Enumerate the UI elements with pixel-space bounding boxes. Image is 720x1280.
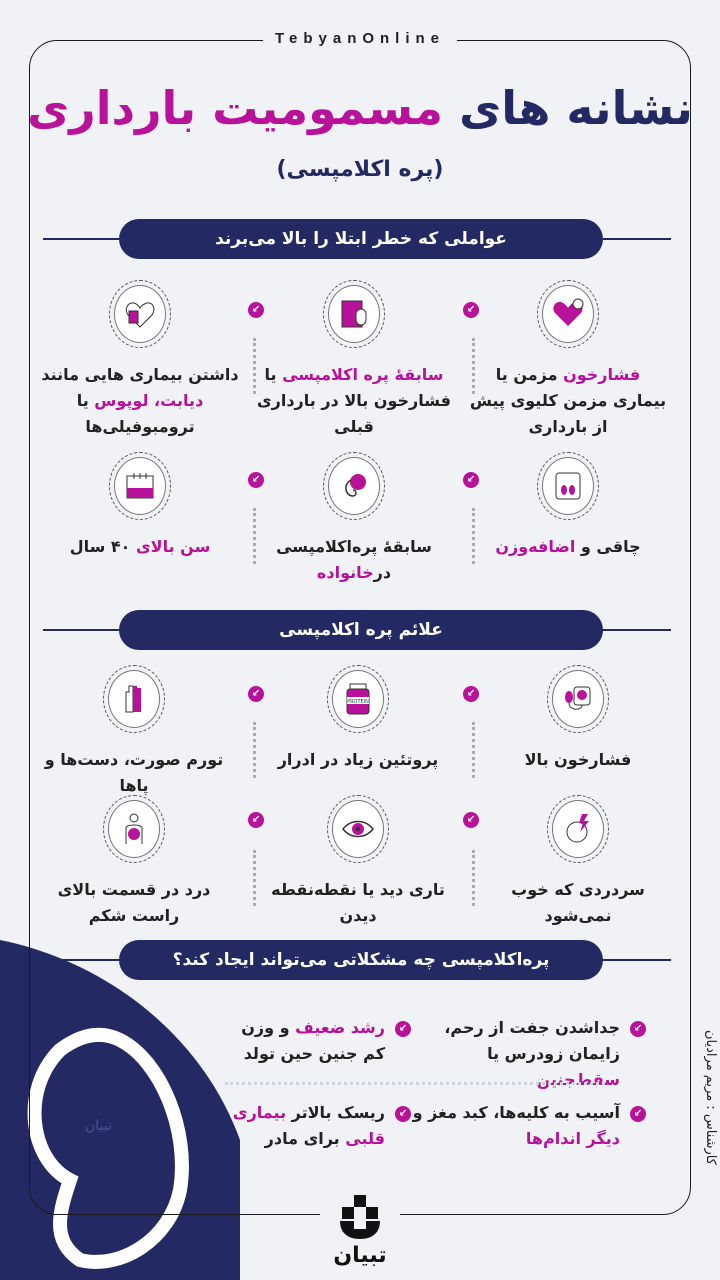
problem-item: ↙ رشد ضعیف و وزن کم جنین حین تولد [225, 1015, 385, 1067]
symptom-item: درد در قسمت بالای راست شکم [34, 795, 234, 929]
symptom-item: PROTEIN پروتئین زیاد در ادرار [258, 665, 458, 773]
headache-icon [552, 800, 604, 858]
page-title: نشانه های مسمومیت بارداری [27, 81, 693, 135]
problem-item: ↙ جداشدن جفت از رحم، زایمان زودرس یا سقط‌جنین [410, 1015, 620, 1093]
medical-record-icon [328, 285, 380, 343]
risk-item: سابقهٔ پره اکلامپسی یا فشارخون بالا در بارداری قبلی [254, 280, 454, 440]
arrow-bullet-icon: ↙ [463, 686, 479, 702]
problem-item: ↙ آسیب به کلیه‌ها، کبد مغز و دیگر اندام‌ها [410, 1100, 620, 1152]
problem-item: ↙ ریسک بالاتر بیماری قلبی برای مادر [225, 1100, 385, 1152]
eye-icon [332, 800, 384, 858]
arrow-bullet-icon: ↙ [248, 812, 264, 828]
divider [253, 722, 256, 778]
tebyan-logo-icon [338, 1195, 382, 1239]
divider [253, 508, 256, 564]
divider [472, 850, 475, 906]
divider [253, 338, 256, 394]
arrow-bullet-icon: ↙ [463, 302, 479, 318]
swollen-hand-icon [108, 670, 160, 728]
divider [225, 1082, 605, 1085]
diabetes-heart-icon [114, 285, 166, 343]
page-subtitle: (پره اکلامپسی) [276, 157, 444, 182]
divider [472, 508, 475, 564]
arrow-bullet-icon: ↙ [630, 1021, 646, 1037]
arrow-bullet-icon: ↙ [463, 472, 479, 488]
section-header-problems: پره‌اکلامپسی چه مشکلاتی می‌تواند ایجاد کند؟ [43, 940, 671, 980]
fetus-icon [328, 457, 380, 515]
arrow-bullet-icon: ↙ [248, 472, 264, 488]
author-credit: کارشناس : مریم مرادیان [703, 1030, 718, 1165]
divider [472, 722, 475, 778]
divider [253, 850, 256, 906]
risk-item: فشارخون مزمن یا بیماری مزمن کلیوی پیش از بارداری [468, 280, 668, 440]
heart-blood-pressure-icon [542, 285, 594, 343]
brand-header: TebyanOnline [0, 30, 720, 47]
svg-text:PROTEIN: PROTEIN [347, 699, 369, 705]
risk-item: سن بالای ۴۰ سال [40, 452, 240, 560]
calendar-icon [114, 457, 166, 515]
weight-scale-icon [542, 457, 594, 515]
blood-pressure-monitor-icon [552, 670, 604, 728]
abdominal-pain-icon [108, 800, 160, 858]
arrow-bullet-icon: ↙ [463, 812, 479, 828]
arrow-bullet-icon: ↙ [248, 302, 264, 318]
symptom-item: تاری دید یا نقطه‌نقطه دیدن [258, 795, 458, 929]
risk-item: چاقی و اضافه‌وزن [468, 452, 668, 560]
risk-item: سابقهٔ پره‌اکلامپسی درخانواده [254, 452, 454, 586]
arrow-bullet-icon: ↙ [630, 1106, 646, 1122]
risk-item: داشتن بیماری هایی مانند دیابت، لوپوس یا ترومبوفیلی‌ها [40, 280, 240, 440]
section-header-symptoms: علائم پره اکلامپسی [43, 610, 671, 650]
arrow-bullet-icon: ↙ [395, 1106, 411, 1122]
svg-text:تبیان: تبیان [85, 1118, 112, 1134]
symptom-item: فشارخون بالا [478, 665, 678, 773]
symptom-item: تورم صورت، دست‌ها و پاها [34, 665, 234, 799]
arrow-bullet-icon: ↙ [395, 1021, 411, 1037]
divider [472, 338, 475, 394]
arrow-bullet-icon: ↙ [248, 686, 264, 702]
symptom-item: سردردی که خوب نمی‌شود [478, 795, 678, 929]
section-header-risk: عواملی که خطر ابتلا را بالا می‌برند [43, 219, 671, 259]
tebyan-logo: تبیان [320, 1195, 400, 1268]
protein-jar-icon [332, 670, 384, 728]
